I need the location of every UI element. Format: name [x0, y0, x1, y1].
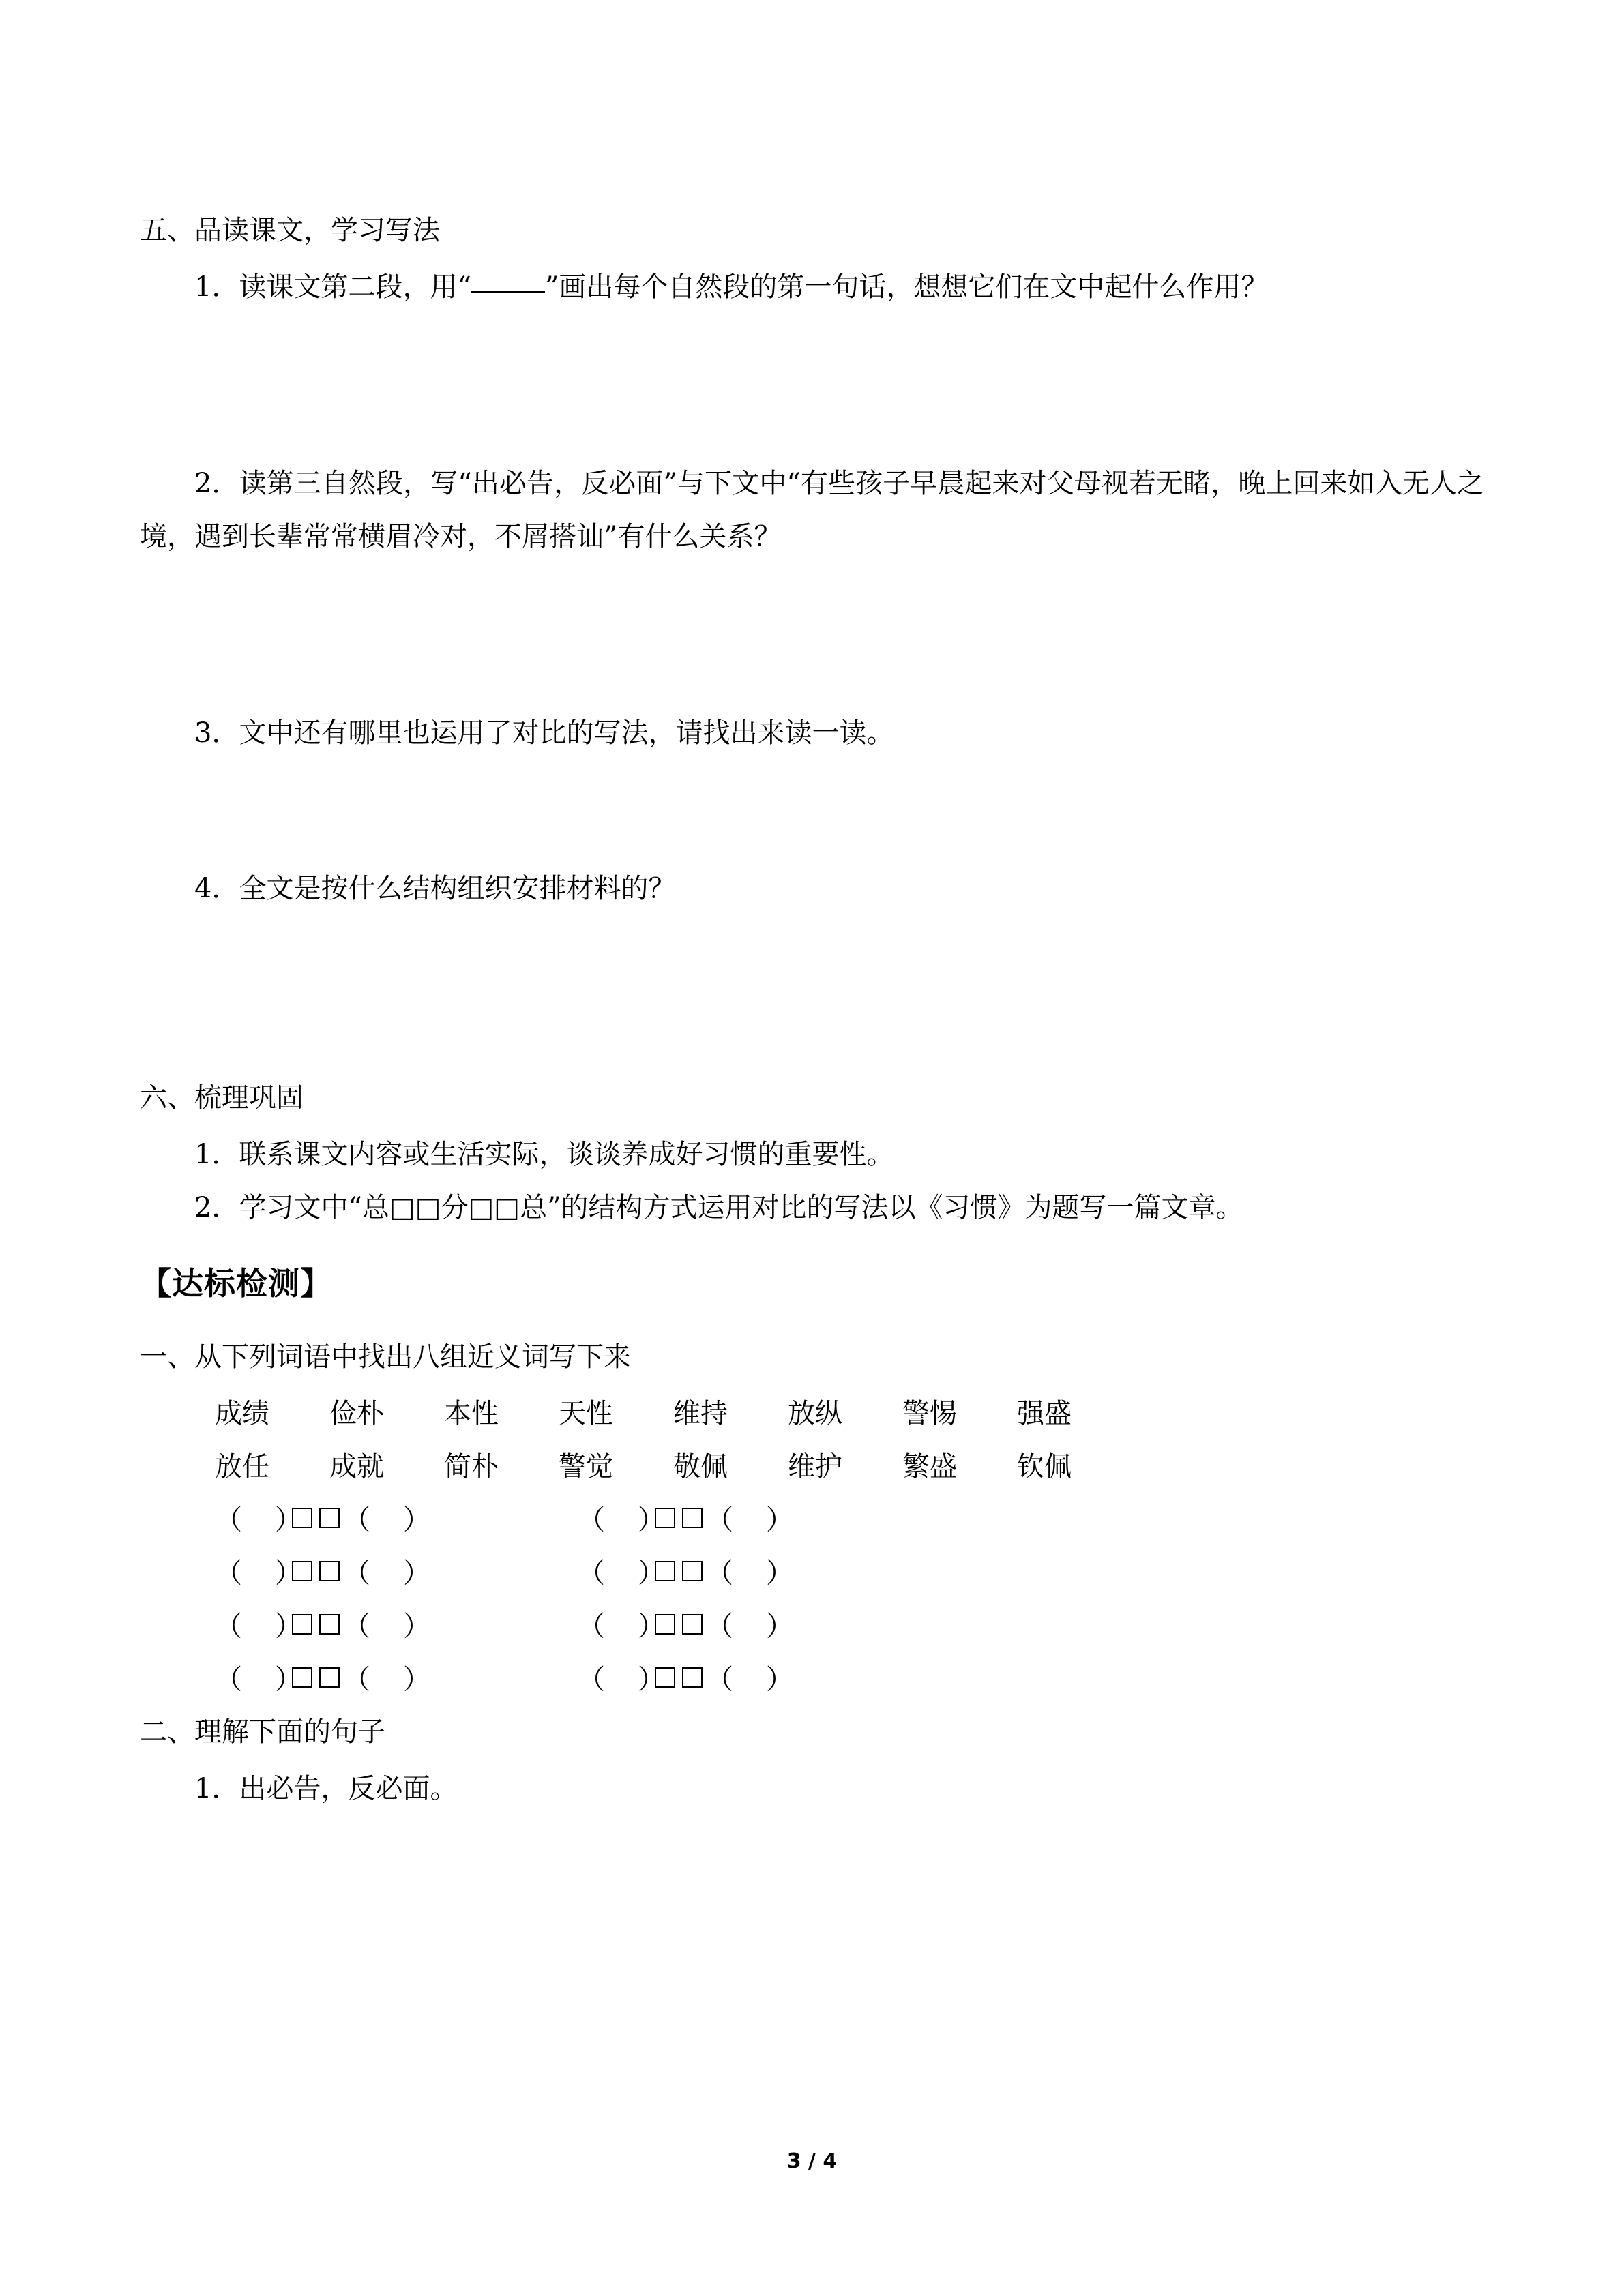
answer-blank-row: [140, 1547, 1484, 1600]
answer-space-1: [140, 314, 1484, 457]
checkbox-square[interactable]: [655, 1508, 675, 1528]
answer-pair-left[interactable]: （ ） （ ）: [215, 1557, 430, 1589]
section-five-heading: 五、品读课文，学习写法: [140, 215, 440, 246]
checkbox-square[interactable]: [319, 1561, 340, 1581]
document-body: [140, 205, 1484, 1815]
checkbox-square[interactable]: [682, 1667, 703, 1688]
answer-pair-left[interactable]: （ ） （ ）: [215, 1610, 430, 1642]
answer-space-4: [140, 915, 1484, 1072]
section-six-item-1: 1．联系课文内容或生活实际，谈谈养成好习惯的重要性。: [194, 1139, 894, 1170]
checkbox-square[interactable]: [292, 1667, 312, 1688]
word-bank-row-2: [140, 1440, 1484, 1493]
word-item: 本性: [444, 1397, 499, 1429]
section-six-item-2: 2．学习文中“总□□分□□总”的结构方式运用对比的写法以《习惯》为题写一篇文章。: [194, 1192, 1243, 1223]
answer-space-3: [140, 760, 1484, 862]
word-item: 维护: [788, 1450, 842, 1482]
word-item: 强盛: [1017, 1397, 1072, 1429]
section-five-item-4: 4．全文是按什么结构组织安排材料的？: [194, 873, 676, 904]
answer-blank-rows: [140, 1493, 1484, 1706]
checkbox-square[interactable]: [319, 1614, 340, 1635]
word-item: 钦佩: [1017, 1450, 1072, 1482]
word-item: 成绩: [215, 1397, 269, 1429]
checkbox-square[interactable]: [655, 1614, 675, 1635]
answer-pair-left[interactable]: （ ） （ ）: [215, 1663, 430, 1695]
word-item: 警觉: [559, 1450, 613, 1482]
answer-blank-row: [140, 1600, 1484, 1653]
answer-blank-row: [140, 1493, 1484, 1547]
checkbox-square[interactable]: [292, 1508, 312, 1528]
checkbox-square[interactable]: [655, 1561, 675, 1581]
word-item: 天性: [559, 1397, 613, 1429]
word-item: 敬佩: [673, 1450, 728, 1482]
checkbox-square[interactable]: [319, 1667, 340, 1688]
section-six-heading: 六、梳理巩固: [140, 1082, 304, 1114]
checkbox-square[interactable]: [682, 1561, 703, 1581]
item-1-prefix: 1．读课文第二段，用“: [194, 271, 471, 303]
word-item: 繁盛: [902, 1450, 957, 1482]
answer-pair-right[interactable]: （ ） （ ）: [578, 1504, 793, 1536]
answer-pair-right[interactable]: （ ） （ ）: [578, 1610, 793, 1642]
word-item: 维持: [673, 1397, 728, 1429]
section-five-item-3: 3．文中还有哪里也运用了对比的写法，请找出来读一读。: [194, 717, 894, 749]
item-1-suffix: ”画出每个自然段的第一句话，想想它们在文中起什么作用？: [544, 271, 1269, 303]
answer-pair-right[interactable]: （ ） （ ）: [578, 1663, 793, 1695]
checkbox-square[interactable]: [292, 1561, 312, 1581]
word-item: 警惕: [902, 1397, 957, 1429]
checkbox-square[interactable]: [682, 1508, 703, 1528]
section-five-item-1: [140, 260, 1484, 314]
page-number: 3 / 4: [786, 2149, 838, 2173]
answer-space-2: [140, 563, 1484, 706]
word-item: 放纵: [788, 1397, 842, 1429]
answer-pair-left[interactable]: （ ） （ ）: [215, 1504, 430, 1536]
checkbox-square[interactable]: [292, 1614, 312, 1635]
test-question-1-prompt: 一、从下列词语中找出八组近义词写下来: [140, 1341, 631, 1373]
test-section-heading: 【达标检测】: [140, 1265, 332, 1302]
checkbox-square[interactable]: [319, 1508, 340, 1528]
test-question-2-item-1: 1．出必告，反必面。: [194, 1772, 458, 1804]
word-bank-row-1: [140, 1387, 1484, 1440]
checkbox-square[interactable]: [655, 1667, 675, 1688]
test-question-2-prompt: 二、理解下面的句子: [140, 1716, 385, 1748]
answer-blank-row: [140, 1653, 1484, 1706]
answer-pair-right[interactable]: （ ） （ ）: [578, 1557, 793, 1589]
word-item: 简朴: [444, 1450, 499, 1482]
word-item: 成就: [329, 1450, 384, 1482]
fill-in-blank-line: [471, 291, 545, 293]
checkbox-square[interactable]: [682, 1614, 703, 1635]
section-five-item-2: 2．读第三自然段，写“出必告，反必面”与下文中“有些孩子早晨起来对父母视若无睹，晚上回来如入无人之境，遇到长辈常常横眉冷对，不屑搭讪”有什么关系？: [140, 468, 1484, 552]
word-item: 放任: [215, 1450, 269, 1482]
word-item: 俭朴: [329, 1397, 384, 1429]
